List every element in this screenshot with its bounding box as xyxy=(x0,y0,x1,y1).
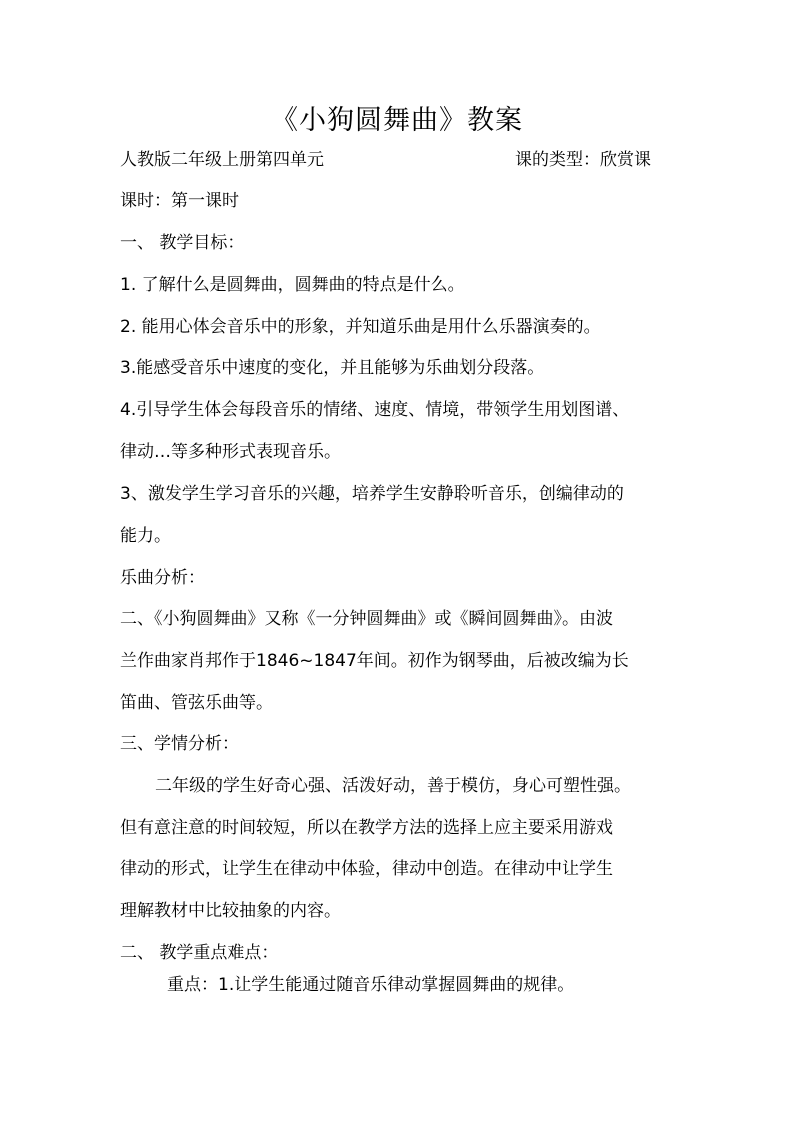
section-heading: 乐曲分析： xyxy=(120,568,205,588)
text-line: 重点：1.让学生能通过随音乐律动掌握圆舞曲的规律。 xyxy=(167,975,575,995)
text-line: 课时：第一课时 xyxy=(120,191,239,211)
text-line: 1. 了解什么是圆舞曲，圆舞曲的特点是什么。 xyxy=(120,275,465,295)
text-line: 4.引导学生体会每段音乐的情绪、速度、情境，带领学生用划图谱、 xyxy=(120,400,630,420)
document-title: 《小狗圆舞曲》教案 xyxy=(271,105,523,136)
text-line: 2. 能用心体会音乐中的形象，并知道乐曲是用什么乐器演奏的。 xyxy=(120,317,601,337)
text-line: 3、激发学生学习音乐的兴趣，培养学生安静聆听音乐，创编律动的 xyxy=(120,484,624,504)
text-line: 律动的形式，让学生在律动中体验，律动中创造。在律动中让学生 xyxy=(120,859,613,879)
edition-unit-text: 人教版二年级上册第四单元 xyxy=(120,150,324,170)
text-line: 二、《小狗圆舞曲》又称《一分钟圆舞曲》或《瞬间圆舞曲》。由波 xyxy=(120,609,613,629)
text-line: 兰作曲家肖邦作于1846~1847年间。初作为钢琴曲，后被改编为长 xyxy=(120,651,629,671)
section-heading: 一、 教学目标： xyxy=(120,233,245,253)
text-line: 3.能感受音乐中速度的变化，并且能够为乐曲划分段落。 xyxy=(120,358,545,378)
text-line: 理解教材中比较抽象的内容。 xyxy=(120,901,341,921)
text-line: 能力。 xyxy=(120,526,171,546)
text-line: 律动…等多种形式表现音乐。 xyxy=(120,442,341,462)
section-heading: 三、学情分析： xyxy=(120,734,239,754)
lesson-type-text: 课的类型：欣赏课 xyxy=(515,150,651,170)
text-line: 笛曲、管弦乐曲等。 xyxy=(120,693,273,713)
text-line: 但有意注意的时间较短，所以在教学方法的选择上应主要采用游戏 xyxy=(120,818,613,838)
section-heading: 二、 教学重点难点： xyxy=(120,943,279,963)
text-line: 二年级的学生好奇心强、活泼好动，善于模仿，身心可塑性强。 xyxy=(155,776,631,796)
